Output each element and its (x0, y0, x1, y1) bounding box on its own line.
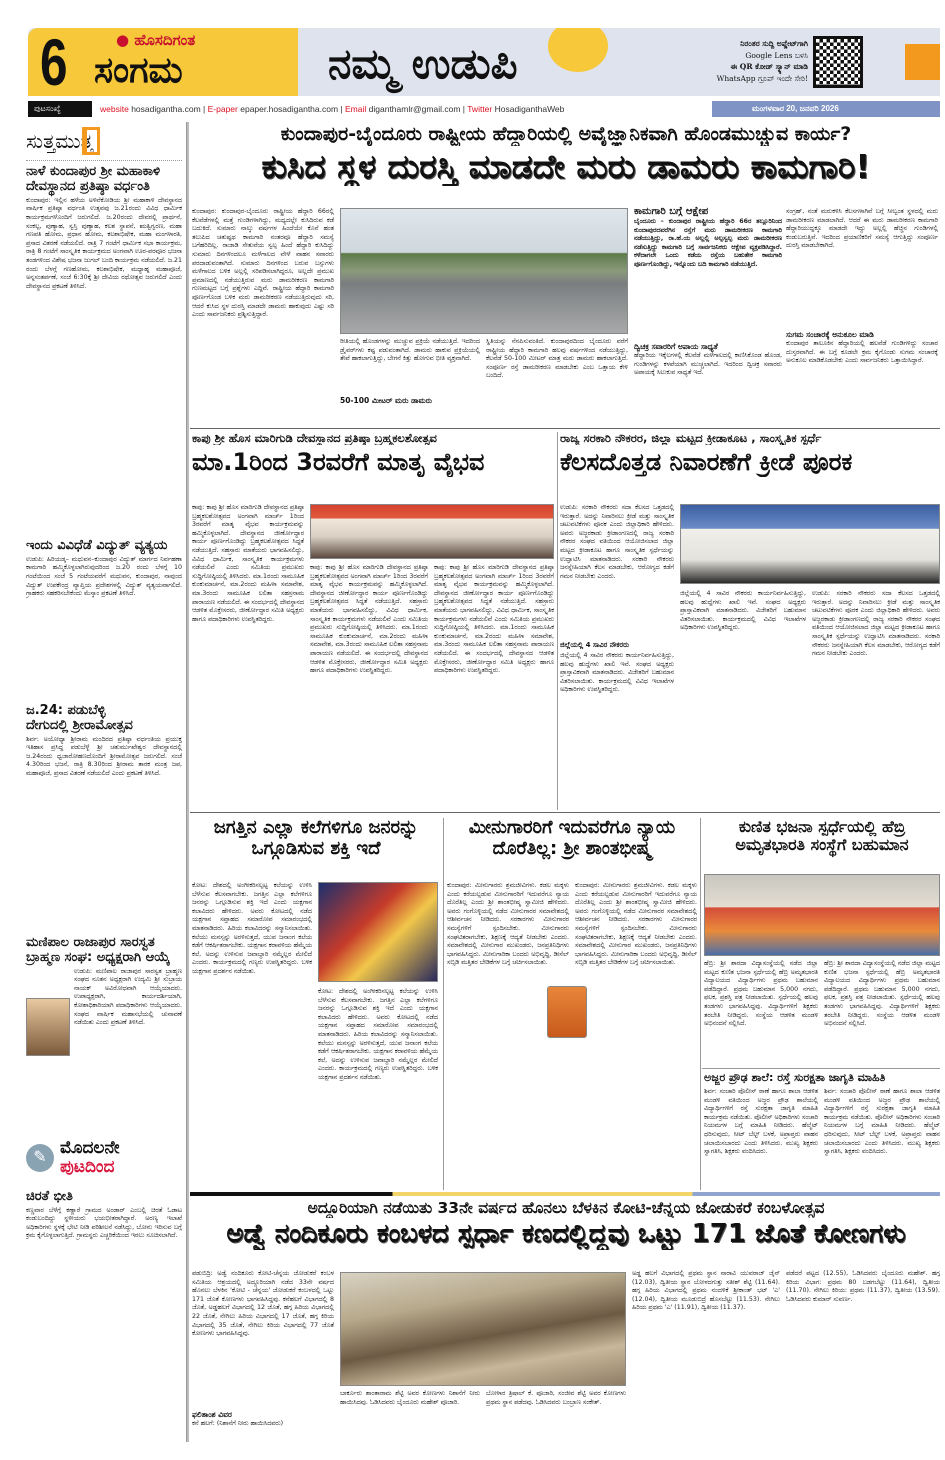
sports-subhead: ಜಿಲ್ಲೆಯಲ್ಲಿ 4 ಸಾವಿರ ನೌಕರರು (560, 641, 630, 649)
date-bar: ಮಂಗಳವಾರ 20, ಜನವರಿ 2026 (712, 101, 940, 117)
left-headline-5: ಚಿರತೆ ಭೀತಿ (26, 1188, 73, 1204)
divider (190, 812, 940, 813)
lead-col3: ಸ್ಥಿತಿಯನ್ನು ನೆನಪಿಸುವಂತಿದೆ. ಕುಂದಾಪುರದಿಂದ ಬೈಂದೂರು ವರೆಗೆ ರಾಷ್ಟ್ರೀಯ ಹೆದ್ದಾರಿ ಕಾಮಗಾರಿ ಹಲವು ವರ್ಷಗಳಿಂದ ನಡೆಯುತ್ತಿದ್ದು, ಕೆಲವೆಡೆ 50-100 ಮೀಟರ್ ಮಾತ್ರ ಮರು ಡಾಮರು ಹಾಕಲಾಗುತ್ತಿದೆ. ಸಂಪೂರ್ಣ ರಸ್ತೆ ಡಾಮರೀಕರಣ ಮಾಡಬೇಕು ಎಂಬ ಒತ್ತಾಯ ಕೇಳಿ ಬಂದಿದೆ. (486, 338, 628, 380)
yakshagana-photo (318, 882, 438, 982)
qr-caption-line: ನಿರಂತರ ಸುದ್ದಿ ಅಪ್ಡೇಟ್‌ಗಾಗಿ (740, 39, 808, 48)
lead-subhead-3: ಸುಗಮ ಸಂಚಾರಕ್ಕೆ ಅನುಕೂಲ ಮಾಡಿ (786, 330, 874, 339)
sports-body-col2: ಜಿಲ್ಲೆಯಲ್ಲಿ 4 ಸಾವಿರ ನೌಕರರು ಕಾರ್ಯನಿರ್ವಹಿಸುತ್ತಿದ್ದು, ಹಲವು ಹುದ್ದೆಗಳು ಖಾಲಿ ಇವೆ. ಸಂಘದ ಅಧ್ಯಕ್ಷರು ಪ್ರಾಸ್ತಾವಿಕವಾಗಿ ಮಾತನಾಡಿದರು. ವಿಜೇತರಿಗೆ ಬಹುಮಾನ ವಿತರಿಸಲಾಯಿತು. ಕಾರ್ಯಕ್ರಮದಲ್ಲಿ ವಿವಿಧ ಇಲಾಖೆಗಳ ಅಧಿಕಾರಿಗಳು ಉಪಸ್ಥಿತರಿದ್ದರು. (680, 590, 806, 632)
divider (443, 818, 444, 1190)
highway-photo (340, 208, 628, 334)
kambala-caption-2: ಬೋಳಾರ ತ್ರಿಷಾಲ್ ಕೆ. ಪೂಜಾರಿ, ಸಂಜೀವ ಶೆಟ್ಟಿ ಅವರ ಕೋಣಗಳು ಪ್ರಥಮ ಸ್ಥಾನ ಪಡೆದವು. ಓಡಿಸಿದವರು ಬಂಬ್ರಾಣ ಸಂಕೇತ್. (486, 1390, 626, 1406)
ajjar-story (704, 1072, 940, 1190)
divider (190, 428, 940, 429)
bhajana-body-col2: ಹೆಬ್ರಿ: ಶ್ರೀ ಶಾರದಾ ವಿದ್ಯಾಸಂಸ್ಥೆಯಲ್ಲಿ ನಡೆದ ಜಿಲ್ಲಾ ಮಟ್ಟದ ಕುಣಿತ ಭಜನಾ ಸ್ಪರ್ಧೆಯಲ್ಲಿ ಹೆಬ್ರಿ ಅಮೃತಭಾರತಿ ವಿದ್ಯಾಲಯದ ವಿದ್ಯಾರ್ಥಿಗಳು ಪ್ರಥಮ ಬಹುಮಾನ ಪಡೆದಿದ್ದಾರೆ. ಪ್ರಥಮ ಬಹುಮಾನ 5,000 ನಗದು, ಫಲಕ, ಪ್ರಶಸ್ತಿ ಪತ್ರ ನೀಡಲಾಯಿತು. ಸ್ಪರ್ಧೆಯಲ್ಲಿ ಹಲವು ತಂಡಗಳು ಭಾಗವಹಿಸಿದ್ದವು. ವಿದ್ಯಾರ್ಥಿಗಳಿಗೆ ಶಿಕ್ಷಕರು ತರಬೇತಿ ನೀಡಿದ್ದರು. ಸಂಸ್ಥೆಯ ಆಡಳಿತ ಮಂಡಳಿ ಅಭಿನಂದನೆ ಸಲ್ಲಿಸಿದೆ. (824, 960, 940, 1028)
from-front-page-banner (26, 1136, 182, 1180)
from-front-line2: ಪುಟದಿಂದ (60, 1156, 115, 1177)
kambala-kicker: ಅದ್ದೂರಿಯಾಗಿ ನಡೆಯಿತು 33ನೇ ವರ್ಷದ ಹೊನಲು ಬೆಳಕಿನ ಕೋಟಿ-ಚೆನ್ನಯ ಜೋಡುಕರೆ ಕಂಬಳೋತ್ಸವ (307, 1200, 825, 1217)
column-divider (186, 122, 189, 1442)
sports-body-2: ಜಿಲ್ಲೆಯಲ್ಲಿ 4 ಸಾವಿರ ನೌಕರರು ಕಾರ್ಯನಿರ್ವಹಿಸುತ್ತಿದ್ದು, ಹಲವು ಹುದ್ದೆಗಳು ಖಾಲಿ ಇವೆ. ಸಂಘದ ಅಧ್ಯಕ್ಷರು ಪ್ರಾಸ್ತಾವಿಕವಾಗಿ ಮಾತನಾಡಿದರು. ವಿಜೇತರಿಗೆ ಬಹುಮಾನ ವಿತರಿಸಲಾಯಿತು. ಕಾರ್ಯಕ್ರಮದಲ್ಲಿ ವಿವಿಧ ಇಲಾಖೆಗಳ ಅಧಿಕಾರಿಗಳು ಉಪಸ್ಥಿತರಿದ್ದರು. (560, 652, 674, 694)
sun-graphic (548, 28, 608, 72)
bhajana-team-photo (704, 874, 940, 956)
left-headline-2: ಇಂದು ವಿವಿಧೆಡೆ ವಿದ್ಯುತ್ ವ್ಯತ್ಯಯ (26, 537, 168, 553)
sports-headline: ಕೆಲಸದೊತ್ತಡ ನಿವಾರಣೆಗೆ ಕ್ರೀಡೆ ಪೂರಕ (560, 449, 853, 477)
lead-subhead-2: ದ್ವಿಚಕ್ರ ಸವಾರರಿಗೆ ಅಪಾಯ ಸಾಧ್ಯತೆ (634, 342, 718, 351)
qr-caption-line: WhatsApp ಗ್ರೂಪ್ ಇಂದೇ ಸೇರಿ! (716, 73, 808, 83)
art-story (192, 818, 440, 1190)
lead-subhead-1: 50-100 ಮೀಟರ್ ಮರು ಡಾಮರು (340, 396, 433, 405)
kapu-body-col3: ಕಾಪು: ಕಾಪು ಶ್ರೀ ಹೊಸ ಮಾರಿಗುಡಿ ದೇವಸ್ಥಾನದ ಪ್ರತಿಷ್ಠಾ ಬ್ರಹ್ಮಕಲಶೋತ್ಸವದ ಅಂಗವಾಗಿ ಮಾರ್ಚ್ 1ರಿಂದ 3ರವರೆಗೆ ಮಾತೃ ವೈಭವ ಕಾರ್ಯಕ್ರಮವನ್ನು ಹಮ್ಮಿಕೊಳ್ಳಲಾಗಿದೆ. ದೇವಸ್ಥಾನದ ಜೀರ್ಣೋದ್ಧಾರ ಕಾರ್ಯ ಪೂರ್ಣಗೊಂಡಿದ್ದು ಬ್ರಹ್ಮಕಲಶೋತ್ಸವದ ಸಿದ್ಧತೆ ನಡೆಯುತ್ತಿದೆ. ಸಹಸ್ರಾರು ಮಾತೆಯರು ಭಾಗವಹಿಸಲಿದ್ದು, ವಿವಿಧ ಧಾರ್ಮಿಕ, ಸಾಂಸ್ಕೃತಿಕ ಕಾರ್ಯಕ್ರಮಗಳು ನಡೆಯಲಿವೆ ಎಂದು ಸಮಿತಿಯ ಪ್ರಮುಖರು ಸುದ್ದಿಗೋಷ್ಠಿಯಲ್ಲಿ ತಿಳಿಸಿದರು. ಮಾ.1ರಂದು ಸಾಮೂಹಿಕ ಕುಂಕುಮಾರ್ಚನೆ, ಮಾ.2ರಂದು ಮಹಿಳಾ ಸಮಾವೇಶ, ಮಾ.3ರಂದು ಸಾಮೂಹಿಕ ಲಲಿತಾ ಸಹಸ್ರನಾಮ ಪಾರಾಯಣ ನಡೆಯಲಿದೆ. ಈ ಸಂದರ್ಭದಲ್ಲಿ ದೇವಸ್ಥಾನದ ಆಡಳಿತ ಮೊಕ್ತೇಸರರು, ಜೀರ್ಣೋದ್ಧಾರ ಸಮಿತಿ ಅಧ್ಯಕ್ಷರು ಹಾಗೂ ಪದಾಧಿಕಾರಿಗಳು ಉಪಸ್ಥಿತರಿದ್ದರು. (434, 564, 554, 675)
left-column (26, 125, 182, 1307)
kapu-press-photo (310, 504, 554, 559)
lead-story (192, 124, 940, 424)
email-label: Email (345, 104, 367, 114)
qr-caption-line: Google Lens ಬಳಸಿ (745, 50, 808, 60)
left-body-4: ಉಡುಪಿ: ಮಣಿಪಾಲ ರಾಜಾಪುರ ಸಾರಸ್ವತ ಬ್ರಾಹ್ಮಣ ಸಂಘದ ನೂತನ ಅಧ್ಯಕ್ಷರಾಗಿ ಉದ್ಯಮಿ ಶ್ರೀ ಸುಬ್ರಾಯ ನಾಯಕ್ ಅವಿರೋಧವಾಗಿ ಆಯ್ಕೆಯಾದರು. ಉಪಾಧ್ಯಕ್ಷರಾಗಿ, ಕಾರ್ಯದರ್ಶಿಯಾಗಿ, ಕೋಶಾಧಿಕಾರಿಯಾಗಿ ಪದಾಧಿಕಾರಿಗಳು ಆಯ್ಕೆಯಾದರು. ಸಂಘದ ವಾರ್ಷಿಕ ಮಹಾಸಭೆಯಲ್ಲಿ ಚುನಾವಣೆ ನಡೆಯಿತು ಎಂದು ಪ್ರಕಟಣೆ ತಿಳಿಸಿದೆ. (74, 967, 182, 1027)
objection-box (634, 206, 782, 324)
ajjar-headline: ಅಜ್ಜರ ಪ್ರೌಢ ಶಾಲೆ: ರಸ್ತೆ ಸುರಕ್ಷತಾ ಜಾಗೃತಿ ಮಾಹಿತಿ (704, 1072, 886, 1084)
kambala-headline: ಅಡ್ವೆ ನಂದಿಕೂರು ಕಂಬಳದ ಸ್ಪರ್ಧಾ ಕಣದಲ್ಲಿದ್ದವು ಒಟ್ಟು 171 ಜೊತೆ ಕೋಣಗಳು (226, 1219, 906, 1249)
divider (700, 818, 701, 1190)
ajjar-body-col1: ಶಿರ್ವ: ಸಂಚಾರಿ ಪೊಲೀಸ್ ಠಾಣೆ ಹಾಗೂ ಶಾಲಾ ಆಡಳಿತ ಮಂಡಳಿ ವತಿಯಿಂದ ಅಜ್ಜರ ಪ್ರೌಢ ಶಾಲೆಯಲ್ಲಿ ವಿದ್ಯಾರ್ಥಿಗಳಿಗೆ ರಸ್ತೆ ಸುರಕ್ಷತಾ ಜಾಗೃತಿ ಮಾಹಿತಿ ಕಾರ್ಯಕ್ರಮ ನಡೆಯಿತು. ಪೊಲೀಸ್ ಅಧಿಕಾರಿಗಳು ಸಂಚಾರಿ ನಿಯಮಗಳ ಬಗ್ಗೆ ಮಾಹಿತಿ ನೀಡಿದರು. ಹೆಲ್ಮೆಟ್ ಧರಿಸುವುದು, ಸೀಟ್ ಬೆಲ್ಟ್ ಬಳಕೆ, ಅಪ್ರಾಪ್ತರು ವಾಹನ ಚಲಾಯಿಸಬಾರದು ಎಂದು ತಿಳಿಸಿದರು. ಮುಖ್ಯ ಶಿಕ್ಷಕರು ಸ್ವಾಗತಿಸಿ, ಶಿಕ್ಷಕರು ವಂದಿಸಿದರು. (704, 1088, 818, 1156)
kambala-caption-1: ಬಾರ್ಕೂರು ಶಾಂತಾರಾಮ ಶೆಟ್ಟಿ ಅವರ ಕೋಣಗಳು ನಿಶಾನೆಗೆ ನೀರು ಹಾಯಿಸಿದವು. ಓಡಿಸಿದವರು ಬೈಂದೂರು ಮಹೇಶ್ ಪೂಜಾರಿ. (340, 1390, 480, 1406)
kapu-kicker: ಕಾಪು ಶ್ರೀ ಹೊಸ ಮಾರಿಗುಡಿ ದೇವಸ್ಥಾನದ ಪ್ರತಿಷ್ಠಾ ಬ್ರಹ್ಮಕಲಶೋತ್ಸವ (192, 432, 437, 445)
objection-title: ಕಾಮಗಾರಿ ಬಗ್ಗೆ ಆಕ್ಷೇಪ (634, 206, 709, 217)
info-bar (28, 101, 940, 117)
fisherman-body-col1: ಕುಂದಾಪುರ: ಮೀನುಗಾರರು ಶ್ರಮಜೀವಿಗಳು. ಕಡಲ ಮಕ್ಕಳು ಎಂದು ಕರೆಯಲ್ಪಡುವ ಮೀನುಗಾರರಿಗೆ ಇದುವರೆಗೂ ನ್ಯಾಯ ದೊರೆತಿಲ್ಲ ಎಂದು ಶ್ರೀ ಶಾಂತಭೀಷ್ಮ ಸ್ವಾಮೀಜಿ ಹೇಳಿದರು. ಅವರು ಗಂಗೊಳ್ಳಿಯಲ್ಲಿ ನಡೆದ ಮೀನುಗಾರರ ಸಮಾವೇಶದಲ್ಲಿ ಆಶೀರ್ವಚನ ನೀಡಿದರು. ಸರಕಾರಗಳು ಮೀನುಗಾರರ ಸಮಸ್ಯೆಗಳಿಗೆ ಸ್ಪಂದಿಸಬೇಕು. ಮೀನುಗಾರರು ಸಂಘಟಿತರಾಗಬೇಕು, ಶಿಕ್ಷಣಕ್ಕೆ ಆದ್ಯತೆ ನೀಡಬೇಕು ಎಂದರು. ಸಮಾವೇಶದಲ್ಲಿ ಮೀನುಗಾರ ಮುಖಂಡರು, ಜನಪ್ರತಿನಿಧಿಗಳು ಭಾಗವಹಿಸಿದ್ದರು. ಮೀನುಗಾರಿಕಾ ಬಂದರು ಅಭಿವೃದ್ಧಿ, ಡೀಸೆಲ್ ಸಬ್ಸಿಡಿ ಮತ್ತಿತರ ಬೇಡಿಕೆಗಳ ಬಗ್ಗೆ ಚರ್ಚಿಸಲಾಯಿತು. (447, 882, 569, 967)
qr-code[interactable] (813, 36, 863, 88)
kambala-race-photo (340, 1272, 626, 1386)
fisherman-story (447, 818, 697, 1190)
kambala-subhead: ಫಲಿತಾಂಶ ವಿವರ (192, 1410, 232, 1419)
left-body-1: ಕುಂದಾಪುರ: ಇಲ್ಲಿನ ಹಳೆಯ ಅಳಿವೆಕೋಡಿಯ ಶ್ರೀ ಮಹಾಕಾಳಿ ದೇವಸ್ಥಾನದ ವಾರ್ಷಿಕ ಪ್ರತಿಷ್ಠಾ ವರ್ಧಂತಿ ಉತ್ಸವವು ಜ.21ರಂದು ವಿವಿಧ ಧಾರ್ಮಿಕ ಕಾರ್ಯಕ್ರಮಗಳೊಂದಿಗೆ ಜರುಗಲಿದೆ. ಜ.20ರಂದು ದೇವರಲ್ಲಿ ಪ್ರಾರ್ಥನೆ, ಸಂಕಲ್ಪ, ಪುಣ್ಯಾಹ, ಸ್ವಸ್ತಿ ಪುಣ್ಯಾಹ, ಕಲಶ ಸ್ಥಾಪನೆ, ಋತ್ವಿಗ್ವರಣ, ಮಹಾ ಗಣಪತಿ ಹೋಮ, ಪ್ರಧಾನ ಹೋಮ, ಕಲಶಾಭಿಷೇಕ, ಮಹಾ ಮಂಗಳಾರತಿ, ಪ್ರಸಾದ ವಿತರಣೆ ನಡೆಯಲಿದೆ. ರಾತ್ರಿ 7 ಗಂಟೆಗೆ ಧಾರ್ಮಿಕ ಸಭಾ ಕಾರ್ಯಕ್ರಮ, ರಾತ್ರಿ 8 ಗಂಟೆಗೆ ಸಾಂಸ್ಕೃತಿಕ ಕಾರ್ಯಕ್ರಮದ ಅಂಗವಾಗಿ ಊರ-ಪರವೂರ ಭಜನಾ ತಂಡಗಳಿಂದ ವಿಶೇಷ ಭಜನಾ ಜುಗಲ್ ಬಂದಿ ಕಾರ್ಯಕ್ರಮ ನಡೆಯಲಿದೆ. ಜ.21 ರಂದು ಬೆಳಗ್ಗೆ ಗಣಹೋಮ, ಕಲಶಾಭಿಷೇಕ, ಮಧ್ಯಾಹ್ನ ಮಹಾಪೂಜೆ, ಅನ್ನಸಂತರ್ಪಣೆ, ಸಂಜೆ 6:30ಕ್ಕೆ ಶ್ರೀ ದೇವಿಯ ರಥೋತ್ಸವ ಜರುಗಲಿದೆ ಎಂದು ದೇವಸ್ಥಾನದ ಪ್ರಕಟಣೆ ತಿಳಿಸಿದೆ. (26, 196, 182, 290)
left-body-5: ಕಣ್ಣವಾರ ಬೆಳೆಗ್ಗೆ ಕಣ್ಣಾರೆ ಗ್ರಾಮದ ಅಂಡಾರ್ ಎಂಬಲ್ಲಿ ಚಿರತೆ ಓಡಾಟ ಕಂಡುಬಂದಿದ್ದು ಸ್ಥಳೀಯರು ಭಯಭೀತರಾಗಿದ್ದಾರೆ. ಅರಣ್ಯ ಇಲಾಖೆ ಅಧಿಕಾರಿಗಳು ಸ್ಥಳಕ್ಕೆ ಭೇಟಿ ನೀಡಿ ಪರಿಶೀಲನೆ ನಡೆಸಿದ್ದು, ಬೋನು ಇರಿಸುವ ಬಗ್ಗೆ ಕ್ರಮ ಕೈಗೊಳ್ಳಲಾಗುತ್ತಿದೆ. ಗ್ರಾಮಸ್ಥರು ಎಚ್ಚರಿಕೆಯಿಂದ ಇರಲು ಸೂಚಿಸಲಾಗಿದೆ. (26, 1206, 182, 1240)
lead-col1: ಕುಂದಾಪುರ: ಕುಂದಾಪುರ-ಬೈಂದೂರು ರಾಷ್ಟ್ರೀಯ ಹೆದ್ದಾರಿ 66ರಲ್ಲಿ ಕೆಲವೆಡೆಗಳಲ್ಲಿ ಮತ್ತೆ ಗುಂಡಿಗಳಾಗಿದ್ದು, ಮಧ್ಯದಲ್ಲೇ ಕುಸಿದಿರುವ ಕಡೆ ಬದುಕಿದೆ. ಸುಮಾರು ನಾಲ್ಕು ವರ್ಷಗಳ ಹಿಂದೆಯೇ ಕೊನೆ ಹಂತ ತಲುಪಿದ ಚತುಷ್ಪಥ ಕಾಮಗಾರಿ ನಂತರವೂ ಹೆದ್ದಾರಿ ಸಮಸ್ಯೆ ಬಗೆಹರಿದಿಲ್ಲ. ರಾಜಾಡಿ ಸೇತುವೆಯ ಸ್ವಲ್ಪ ಹಿಂದೆ ಹೆದ್ದಾರಿ ಕುಸಿದಿದ್ದು ಸುಮಾರು ದಿನಗಳಿಂದಲೂ ಮಳೆಗಾಲದ ವೇಳೆ ವಾಹನ ಸವಾರರು ಪರದಾಡುವಂತಾಗಿದೆ. ಸುಮಾರು ದಿನಗಳಿಂದ ಬರುವ ಬಸ್ಸುಗಳು ಮಳೆಗಾಲದ ಬಳಿಕ ಅಲ್ಲಲ್ಲಿ ಸರಿಪಡಿಸಲಾಗಿದ್ದರೂ, ಅಲ್ಲದೇ ಪ್ರಮುಖ ಪ್ರಮಾಣದಲ್ಲಿ ನಡೆಯುತ್ತಿರುವ ಮರು ಡಾಮರೀಕರಣ ಕಾಮಗಾರಿ ಗುಣಮಟ್ಟದ ಬಗ್ಗೆ ಪ್ರಶ್ನೆಗಳು ಎದ್ದಿವೆ. ರಾಷ್ಟ್ರೀಯ ಹೆದ್ದಾರಿ ಕಾಮಗಾರಿ ಪೂರ್ಣಗೊಂಡ ಬಳಿಕ ಮರು ಡಾಮರೀಕರಣ ನಡೆಯುತ್ತಿರುವುದು ಸರಿ, ಆದರೆ ಕುಸಿದ ಸ್ಥಳ ದುರಸ್ತಿ ಮಾಡದೇ ಡಾಮರು ಹಾಕುವುದು ಎಷ್ಟು ಸರಿ ಎಂದು ಸಾರ್ವಜನಿಕರು ಪ್ರಶ್ನಿಸುತ್ತಿದ್ದಾರೆ. (192, 208, 334, 319)
fisherman-body-col2: ಕುಂದಾಪುರ: ಮೀನುಗಾರರು ಶ್ರಮಜೀವಿಗಳು. ಕಡಲ ಮಕ್ಕಳು ಎಂದು ಕರೆಯಲ್ಪಡುವ ಮೀನುಗಾರರಿಗೆ ಇದುವರೆಗೂ ನ್ಯಾಯ ದೊರೆತಿಲ್ಲ ಎಂದು ಶ್ರೀ ಶಾಂತಭೀಷ್ಮ ಸ್ವಾಮೀಜಿ ಹೇಳಿದರು. ಅವರು ಗಂಗೊಳ್ಳಿಯಲ್ಲಿ ನಡೆದ ಮೀನುಗಾರರ ಸಮಾವೇಶದಲ್ಲಿ ಆಶೀರ್ವಚನ ನೀಡಿದರು. ಸರಕಾರಗಳು ಮೀನುಗಾರರ ಸಮಸ್ಯೆಗಳಿಗೆ ಸ್ಪಂದಿಸಬೇಕು. ಮೀನುಗಾರರು ಸಂಘಟಿತರಾಗಬೇಕು, ಶಿಕ್ಷಣಕ್ಕೆ ಆದ್ಯತೆ ನೀಡಬೇಕು ಎಂದರು. ಸಮಾವೇಶದಲ್ಲಿ ಮೀನುಗಾರ ಮುಖಂಡರು, ಜನಪ್ರತಿನಿಧಿಗಳು ಭಾಗವಹಿಸಿದ್ದರು. ಮೀನುಗಾರಿಕಾ ಬಂದರು ಅಭಿವೃದ್ಧಿ, ಡೀಸೆಲ್ ಸಬ್ಸಿಡಿ ಮತ್ತಿತರ ಬೇಡಿಕೆಗಳ ಬಗ್ಗೆ ಚರ್ಚಿಸಲಾಯಿತು. (575, 882, 697, 967)
kambala-story (192, 1200, 940, 1440)
pencil-icon: ✎ (26, 1144, 54, 1172)
art-headline: ಜಗತ್ತಿನ ಎಲ್ಲಾ ಕಲೆಗಳಿಗೂ ಜನರನ್ನು ಒಗ್ಗೂಡಿಸುವ ಶಕ್ತಿ ಇದೆ (213, 817, 419, 859)
color-band (190, 1192, 940, 1196)
sports-body-col3: ಉಡುಪಿ: ಸರಕಾರಿ ನೌಕರರು ಸದಾ ಕೆಲಸದ ಒತ್ತಡದಲ್ಲಿ ಇರುತ್ತಾರೆ. ಅದನ್ನು ನಿವಾರಿಸಲು ಕ್ರೀಡೆ ಮತ್ತು ಸಾಂಸ್ಕೃತಿಕ ಚಟುವಟಿಕೆಗಳು ಪೂರಕ ಎಂದು ಜಿಲ್ಲಾಧಿಕಾರಿ ಹೇಳಿದರು. ಅವರು ಅಜ್ಜರಕಾಡು ಕ್ರೀಡಾಂಗಣದಲ್ಲಿ ರಾಜ್ಯ ಸರಕಾರಿ ನೌಕರರ ಸಂಘದ ವತಿಯಿಂದ ಆಯೋಜಿಸಲಾದ ಜಿಲ್ಲಾ ಮಟ್ಟದ ಕ್ರೀಡಾಕೂಟ ಹಾಗೂ ಸಾಂಸ್ಕೃತಿಕ ಸ್ಪರ್ಧೆಯನ್ನು ಉದ್ಘಾಟಿಸಿ ಮಾತನಾಡಿದರು. ಸರಕಾರಿ ನೌಕರರು ಜನಸ್ನೇಹಿಯಾಗಿ ಕೆಲಸ ಮಾಡಬೇಕು, ಆರೋಗ್ಯದ ಕಡೆಗೆ ಗಮನ ನೀಡಬೇಕು ಎಂದರು. (812, 590, 940, 658)
sports-story (560, 432, 940, 810)
left-body-2: ಉಡುಪಿ: ಹಿರಿಯಡ್ಕ– ಮಧುವನ–ಕುಂದಾಪುರ ವಿದ್ಯುತ್ ಮಾರ್ಗದ ನಿರ್ವಹಣಾ ಕಾಮಗಾರಿ ಹಮ್ಮಿಕೊಳ್ಳಲಾಗಿರುವುದರಿಂದ ಜ.20 ರಂದು ಬೆಳಗ್ಗೆ 10 ಗಂಟೆಯಿಂದ ಸಂಜೆ 5 ಗಂಟೆಯವರೆಗೆ ಮಧುವನ, ಕುಂದಾಪುರ, ನಾವುಂದ ವಿದ್ಯುತ್ ಉಪಕೇಂದ್ರ ವ್ಯಾಪ್ತಿಯ ಪ್ರದೇಶಗಳಲ್ಲಿ ವಿದ್ಯುತ್ ವ್ಯತ್ಯಯವಾಗಲಿದೆ. ಗ್ರಾಹಕರು ಸಹಕರಿಸಬೇಕೆಂದು ಮೆಸ್ಕಾಂ ಪ್ರಕಟಣೆ ತಿಳಿಸಿದೆ. (26, 555, 182, 598)
kambala-col1b: ಕನೆ ಹಲಗೆ: (ನಿಶಾನೆಗೆ ನೀರು ಹಾಯಿಸಿದವರು) (192, 1420, 284, 1427)
website-link[interactable]: hosadigantha.com (131, 104, 201, 114)
kapu-body-col2: ಕಾಪು: ಕಾಪು ಶ್ರೀ ಹೊಸ ಮಾರಿಗುಡಿ ದೇವಸ್ಥಾನದ ಪ್ರತಿಷ್ಠಾ ಬ್ರಹ್ಮಕಲಶೋತ್ಸವದ ಅಂಗವಾಗಿ ಮಾರ್ಚ್ 1ರಿಂದ 3ರವರೆಗೆ ಮಾತೃ ವೈಭವ ಕಾರ್ಯಕ್ರಮವನ್ನು ಹಮ್ಮಿಕೊಳ್ಳಲಾಗಿದೆ. ದೇವಸ್ಥಾನದ ಜೀರ್ಣೋದ್ಧಾರ ಕಾರ್ಯ ಪೂರ್ಣಗೊಂಡಿದ್ದು ಬ್ರಹ್ಮಕಲಶೋತ್ಸವದ ಸಿದ್ಧತೆ ನಡೆಯುತ್ತಿದೆ. ಸಹಸ್ರಾರು ಮಾತೆಯರು ಭಾಗವಹಿಸಲಿದ್ದು, ವಿವಿಧ ಧಾರ್ಮಿಕ, ಸಾಂಸ್ಕೃತಿಕ ಕಾರ್ಯಕ್ರಮಗಳು ನಡೆಯಲಿವೆ ಎಂದು ಸಮಿತಿಯ ಪ್ರಮುಖರು ಸುದ್ದಿಗೋಷ್ಠಿಯಲ್ಲಿ ತಿಳಿಸಿದರು. ಮಾ.1ರಂದು ಸಾಮೂಹಿಕ ಕುಂಕುಮಾರ್ಚನೆ, ಮಾ.2ರಂದು ಮಹಿಳಾ ಸಮಾವೇಶ, ಮಾ.3ರಂದು ಸಾಮೂಹಿಕ ಲಲಿತಾ ಸಹಸ್ರನಾಮ ಪಾರಾಯಣ ನಡೆಯಲಿದೆ. ಈ ಸಂದರ್ಭದಲ್ಲಿ ದೇವಸ್ಥಾನದ ಆಡಳಿತ ಮೊಕ್ತೇಸರರು, ಜೀರ್ಣೋದ್ಧಾರ ಸಮಿತಿ ಅಧ್ಯಕ್ಷರು ಹಾಗೂ ಪದಾಧಿಕಾರಿಗಳು ಉಪಸ್ಥಿತರಿದ್ದರು. (310, 564, 428, 675)
left-headline-1: ನಾಳೆ ಕುಂದಾಪುರ ಶ್ರೀ ಮಹಾಕಾಳಿ ದೇವಸ್ಥಾನದ ಪ್ರತಿಷ್ಠಾ ವರ್ಧಂತಿ (26, 164, 161, 194)
kapu-story (192, 432, 554, 810)
objection-body: ಬೈಂದೂರು – ಕುಂದಾಪುರ ರಾಷ್ಟ್ರೀಯ ಹೆದ್ದಾರಿ 66ರ ತಲ್ಲೂರಿನಿಂದ ಕುಂದಾಪುರದವರೆಗಿನ ರಸ್ತೆಗೆ ಮರು ಡಾಮರೀಕರಣ ಕಾಮಗಾರಿ ನಡೆಯುತ್ತಿದ್ದು, ರಾ.ಹೆ.ಯ ಅಲ್ಲಲ್ಲಿ ಅಲ್ಪಸ್ವಲ್ಪ ಮರು ಡಾಮರೀಕರಣ ನಡೆಸುತ್ತಿದ್ದು ಕಾಮಗಾರಿ ಬಗ್ಗೆ ಸಾರ್ವಜನಿಕರು ಆಕ್ಷೇಪ ವ್ಯಕ್ತಪಡಿಸಿದ್ದಾರೆ. ಕಳೆದಾಗಲೇ ಒಂದು ಕಡೆಯ ರಸ್ತೆಯ ಬಹುತೇಕ ಕಾಮಗಾರಿ ಪೂರ್ಣಗೊಂಡಿದ್ದು, ಇನ್ನೊಂದು ಬದಿ ಕಾಮಗಾರಿ ನಡೆಯುತ್ತಿದೆ. (634, 218, 782, 268)
left-headline-3: ಜ.24: ಪಡುಬೆಳ್ಳಿ ದೇಗುದಲ್ಲಿ ಶ್ರೀರಾಮೋತ್ಸವ (26, 702, 133, 733)
email-link[interactable]: diganthamlr@gmail.com (368, 104, 461, 114)
from-front-line1: ಮೊದಲನೇ (60, 1137, 120, 1158)
lead-col5: ಸಂಗ್ರಹ್, ನಂತೆ ಮರುಕಳಿಸಿ ಕೆಲಸಗಳಾಗಿವೆ ಬಗ್ಗೆ ಸೀಲ್ವಂತ ಸ್ಥಳದಲ್ಲಿ ಮರು ಡಾಮರೀಕರಣ ಮಾಡಲಾಗಿದೆ. ಆದರೆ ಈ ಮರು ಡಾಮರೀಕರಣ ಕಾಮಗಾರಿ ಹೆದ್ದಾರಿಯುದ್ದಕ್ಕೂ ಮಾಡದೇ ಇದ್ದು ಅಲ್ಲಲ್ಲಿ ಹೆಚ್ಚಿನ ಗುಂಡಿಗಳಲ್ಲಿ ಕಂಡುಬರುತ್ತಿವೆ. ಇದರಿಂದ ಪ್ರಯಾಣಿಕರಿಗೆ ಸಮಸ್ಯೆ ಆಗುತ್ತಿದ್ದು ಸಂಪೂರ್ಣ ದುರಸ್ತಿ ಮಾಡಬೇಕಾಗಿದೆ. (786, 208, 938, 250)
kambala-col3: ಅಡ್ಡ ಹಲಗೆ ವಿಭಾಗದಲ್ಲಿ ಪ್ರಥಮ ಸ್ಥಾನ ನಾರಾವಿ ಯುವರಾಜ್ ಜೈನ್ (12.03), ದ್ವಿತೀಯ ಸ್ಥಾನ ಬೋಳದಗುತ್ತು ಸತೀಶ್ ಶೆಟ್ಟಿ (11.64). ಹಗ್ಗ ಹಿರಿಯ ವಿಭಾಗದಲ್ಲಿ ಪ್ರಥಮ ನಂದಳಿಕೆ ಶ್ರೀಕಾಂತ್ ಭಟ್ 'ಎ' (12.04), ದ್ವಿತೀಯ ಮೂಡುಬಿದ್ರೆ ಹೊಸಬೆಟ್ಟು (11.53). ನೇಗಿಲು ಹಿರಿಯ ಪ್ರಥಮ 'ಎ' (11.91), ದ್ವಿತೀಯ (11.37). (632, 1270, 780, 1312)
epaper-label: E-paper (207, 104, 238, 114)
ajjar-body-col2: ಶಿರ್ವ: ಸಂಚಾರಿ ಪೊಲೀಸ್ ಠಾಣೆ ಹಾಗೂ ಶಾಲಾ ಆಡಳಿತ ಮಂಡಳಿ ವತಿಯಿಂದ ಅಜ್ಜರ ಪ್ರೌಢ ಶಾಲೆಯಲ್ಲಿ ವಿದ್ಯಾರ್ಥಿಗಳಿಗೆ ರಸ್ತೆ ಸುರಕ್ಷತಾ ಜಾಗೃತಿ ಮಾಹಿತಿ ಕಾರ್ಯಕ್ರಮ ನಡೆಯಿತು. ಪೊಲೀಸ್ ಅಧಿಕಾರಿಗಳು ಸಂಚಾರಿ ನಿಯಮಗಳ ಬಗ್ಗೆ ಮಾಹಿತಿ ನೀಡಿದರು. ಹೆಲ್ಮೆಟ್ ಧರಿಸುವುದು, ಸೀಟ್ ಬೆಲ್ಟ್ ಬಳಕೆ, ಅಪ್ರಾಪ್ತರು ವಾಹನ ಚಲಾಯಿಸಬಾರದು ಎಂದು ತಿಳಿಸಿದರು. ಮುಖ್ಯ ಶಿಕ್ಷಕರು ಸ್ವಾಗತಿಸಿ, ಶಿಕ್ಷಕರು ವಂದಿಸಿದರು. (824, 1088, 940, 1156)
lead-col4: ಹೆದ್ದಾರಿಯ ಇಕ್ಕೆಲಗಳಲ್ಲಿ ಕೆಲವೆಡೆ ಮಳೆಗಾಲದಲ್ಲಿ ಕಾಣಿಸಿಕೊಂಡ ಹೊಂಡ, ಗುಂಡಿಗಳನ್ನು ಕಳಪೆಯಾಗಿ ಮುಚ್ಚಲಾಗಿದೆ. ಇದರಿಂದ ದ್ವಿಚಕ್ರ ಸವಾರರು ಅಪಾಯಕ್ಕೆ ಸಿಲುಕುವ ಸಾಧ್ಯತೆ ಇದೆ. (634, 352, 782, 377)
left-body-3: ಶಿರ್ವ: ಅಯೋಧ್ಯಾ ಶ್ರೀರಾಮ ಮಂದಿರದ ಪ್ರತಿಷ್ಠಾ ವರ್ಧಂತಿಯ ಪ್ರಯುಕ್ತ ಇತಿಹಾಸ ಪ್ರಸಿದ್ಧ ಪಡುಬೆಳ್ಳೆ ಶ್ರೀ ಚತುರ್ಮುಖೇಶ್ವರ ದೇವಸ್ಥಾನದಲ್ಲಿ ಜ.24ರಂದು ಧ್ವಜಾರೋಹಣದೊಂದಿಗೆ ಶ್ರೀರಾಮೋತ್ಸವ ಜರುಗಲಿದೆ. ಸಂಜೆ 4.30ರಿಂದ ಭಜನೆ, ರಾತ್ರಿ 8.30ರಿಂದ ಶ್ರೀರಾಮ ತಾರಕ ಮಂತ್ರ ಜಪ, ಮಹಾಪೂಜೆ, ಪ್ರಸಾದ ವಿತರಣೆ ನಡೆಯಲಿದೆ ಎಂದು ಪ್ರಕಟಣೆ ತಿಳಿಸಿದೆ. (26, 735, 182, 778)
orange-block (905, 44, 940, 80)
sports-kicker: ರಾಜ್ಯ ಸರಕಾರಿ ನೌಕರರ, ಜಿಲ್ಲಾ ಮಟ್ಟದ ಕ್ರೀಡಾಕೂಟ , ಸಾಂಸ್ಕೃತಿಕ ಸ್ಪರ್ಧೆ (560, 432, 822, 445)
bhajana-headline: ಕುಣಿತ ಭಜನಾ ಸ್ಪರ್ಧೆಯಲ್ಲಿ ಹೆಬ್ರಿ ಅಮೃತಭಾರತಿ ಸಂಸ್ಥೆಗೆ ಬಹುಮಾನ (735, 817, 909, 855)
fisherman-headline: ಮೀನುಗಾರರಿಗೆ ಇದುವರೆಗೂ ನ್ಯಾಯ ದೊರೆತಿಲ್ಲ: ಶ್ರೀ ಶಾಂತಭೀಷ್ಮ (468, 817, 676, 859)
kapu-body-lead: ಕಾಪು: ಕಾಪು ಶ್ರೀ ಹೊಸ ಮಾರಿಗುಡಿ ದೇವಸ್ಥಾನದ ಪ್ರತಿಷ್ಠಾ ಬ್ರಹ್ಮಕಲಶೋತ್ಸವದ ಅಂಗವಾಗಿ ಮಾರ್ಚ್ 1ರಿಂದ 3ರವರೆಗೆ ಮಾತೃ ವೈಭವ ಕಾರ್ಯಕ್ರಮವನ್ನು ಹಮ್ಮಿಕೊಳ್ಳಲಾಗಿದೆ. ದೇವಸ್ಥಾನದ ಜೀರ್ಣೋದ್ಧಾರ ಕಾರ್ಯ ಪೂರ್ಣಗೊಂಡಿದ್ದು ಬ್ರಹ್ಮಕಲಶೋತ್ಸವದ ಸಿದ್ಧತೆ ನಡೆಯುತ್ತಿದೆ. ಸಹಸ್ರಾರು ಮಾತೆಯರು ಭಾಗವಹಿಸಲಿದ್ದು, ವಿವಿಧ ಧಾರ್ಮಿಕ, ಸಾಂಸ್ಕೃತಿಕ ಕಾರ್ಯಕ್ರಮಗಳು ನಡೆಯಲಿವೆ ಎಂದು ಸಮಿತಿಯ ಪ್ರಮುಖರು ಸುದ್ದಿಗೋಷ್ಠಿಯಲ್ಲಿ ತಿಳಿಸಿದರು. ಮಾ.1ರಂದು ಸಾಮೂಹಿಕ ಕುಂಕುಮಾರ್ಚನೆ, ಮಾ.2ರಂದು ಮಹಿಳಾ ಸಮಾವೇಶ, ಮಾ.3ರಂದು ಸಾಮೂಹಿಕ ಲಲಿತಾ ಸಹಸ್ರನಾಮ ಪಾರಾಯಣ ನಡೆಯಲಿದೆ. ಈ ಸಂದರ್ಭದಲ್ಲಿ ದೇವಸ್ಥಾನದ ಆಡಳಿತ ಮೊಕ್ತೇಸರರು, ಜೀರ್ಣೋದ್ಧಾರ ಸಮಿತಿ ಅಧ್ಯಕ್ಷರು ಹಾಗೂ ಪದಾಧಿಕಾರಿಗಳು ಉಪಸ್ಥಿತರಿದ್ದರು. (192, 504, 304, 623)
window-icon (82, 127, 100, 155)
sports-event-photo (680, 504, 940, 584)
edition-title: ನಮ್ಮ ಉಡುಪಿ (328, 39, 518, 88)
divider (557, 432, 558, 810)
art-body-col1: ಕೋಟ: ದೇಶದಲ್ಲಿ ಅಂಗೀಕರಿಸಲ್ಪಟ್ಟ ಕಲೆಯನ್ನು ಉಳಿಸಿ ಬೆಳೆಸುವ ಕೆಲಸವಾಗಬೇಕು. ಜಗತ್ತಿನ ಎಲ್ಲಾ ಕಲೆಗಳಿಗೂ ಜನರನ್ನು ಒಗ್ಗೂಡಿಸುವ ಶಕ್ತಿ ಇದೆ ಎಂದು ಯಕ್ಷಗಾನ ಕಲಾವಿದರು ಹೇಳಿದರು. ಅವರು ಕೋಟದಲ್ಲಿ ನಡೆದ ಯಕ್ಷಗಾನ ಸಪ್ತಾಹದ ಸಮಾರೋಪ ಸಮಾರಂಭದಲ್ಲಿ ಮಾತನಾಡಿದರು. ಹಿರಿಯ ಕಲಾವಿದರನ್ನು ಸನ್ಮಾನಿಸಲಾಯಿತು. ಕಲೆಯು ಮನಸ್ಸನ್ನು ಅರಳಿಸುತ್ತದೆ, ಯುವ ಜನಾಂಗ ಕಲೆಯ ಕಡೆಗೆ ಆಕರ್ಷಿತರಾಗಬೇಕು. ಯಕ್ಷಗಾನ ಕರಾವಳಿಯ ಹೆಮ್ಮೆಯ ಕಲೆ, ಅದನ್ನು ಉಳಿಸುವ ಜವಾಬ್ದಾರಿ ನಮ್ಮೆಲ್ಲರ ಮೇಲಿದೆ ಎಂದರು. ಕಾರ್ಯಕ್ರಮದಲ್ಲಿ ಗಣ್ಯರು ಉಪಸ್ಥಿತರಿದ್ದರು. ಬಳಿಕ ಯಕ್ಷಗಾನ ಪ್ರದರ್ಶನ ನಡೆಯಿತು. (192, 882, 312, 975)
sports-body-lead: ಉಡುಪಿ: ಸರಕಾರಿ ನೌಕರರು ಸದಾ ಕೆಲಸದ ಒತ್ತಡದಲ್ಲಿ ಇರುತ್ತಾರೆ. ಅದನ್ನು ನಿವಾರಿಸಲು ಕ್ರೀಡೆ ಮತ್ತು ಸಾಂಸ್ಕೃತಿಕ ಚಟುವಟಿಕೆಗಳು ಪೂರಕ ಎಂದು ಜಿಲ್ಲಾಧಿಕಾರಿ ಹೇಳಿದರು. ಅವರು ಅಜ್ಜರಕಾಡು ಕ್ರೀಡಾಂಗಣದಲ್ಲಿ ರಾಜ್ಯ ಸರಕಾರಿ ನೌಕರರ ಸಂಘದ ವತಿಯಿಂದ ಆಯೋಜಿಸಲಾದ ಜಿಲ್ಲಾ ಮಟ್ಟದ ಕ್ರೀಡಾಕೂಟ ಹಾಗೂ ಸಾಂಸ್ಕೃತಿಕ ಸ್ಪರ್ಧೆಯನ್ನು ಉದ್ಘಾಟಿಸಿ ಮಾತನಾಡಿದರು. ಸರಕಾರಿ ನೌಕರರು ಜನಸ್ನೇಹಿಯಾಗಿ ಕೆಲಸ ಮಾಡಬೇಕು, ಆರೋಗ್ಯದ ಕಡೆಗೆ ಗಮನ ನೀಡಬೇಕು ಎಂದರು. (560, 504, 674, 580)
section-title-suttamutta (26, 125, 182, 161)
person-photo (26, 998, 70, 1056)
left-headline-4: ಮಣಿಪಾಲ ರಾಜಾಪುರ ಸಾರಸ್ವತ ಬ್ರಾಹ್ಮಣ ಸಂಘ: ಅಧ್ಯಕ್ಷರಾಗಿ ಆಯ್ಕೆ (26, 934, 170, 965)
art-body-col2: ಕೋಟ: ದೇಶದಲ್ಲಿ ಅಂಗೀಕರಿಸಲ್ಪಟ್ಟ ಕಲೆಯನ್ನು ಉಳಿಸಿ ಬೆಳೆಸುವ ಕೆಲಸವಾಗಬೇಕು. ಜಗತ್ತಿನ ಎಲ್ಲಾ ಕಲೆಗಳಿಗೂ ಜನರನ್ನು ಒಗ್ಗೂಡಿಸುವ ಶಕ್ತಿ ಇದೆ ಎಂದು ಯಕ್ಷಗಾನ ಕಲಾವಿದರು ಹೇಳಿದರು. ಅವರು ಕೋಟದಲ್ಲಿ ನಡೆದ ಯಕ್ಷಗಾನ ಸಪ್ತಾಹದ ಸಮಾರೋಪ ಸಮಾರಂಭದಲ್ಲಿ ಮಾತನಾಡಿದರು. ಹಿರಿಯ ಕಲಾವಿದರನ್ನು ಸನ್ಮಾನಿಸಲಾಯಿತು. ಕಲೆಯು ಮನಸ್ಸನ್ನು ಅರಳಿಸುತ್ತದೆ, ಯುವ ಜನಾಂಗ ಕಲೆಯ ಕಡೆಗೆ ಆಕರ್ಷಿತರಾಗಬೇಕು. ಯಕ್ಷಗಾನ ಕರಾವಳಿಯ ಹೆಮ್ಮೆಯ ಕಲೆ, ಅದನ್ನು ಉಳಿಸುವ ಜವಾಬ್ದಾರಿ ನಮ್ಮೆಲ್ಲರ ಮೇಲಿದೆ ಎಂದರು. ಕಾರ್ಯಕ್ರಮದಲ್ಲಿ ಗಣ್ಯರು ಉಪಸ್ಥಿತರಿದ್ದರು. ಬಳಿಕ ಯಕ್ಷಗಾನ ಪ್ರದರ್ಶನ ನಡೆಯಿತು. (318, 988, 438, 1081)
qr-caption-line: ಈ QR ಕೋಡ್ ಸ್ಕ್ಯಾನ್ ಮಾಡಿ (730, 62, 808, 71)
lead-col2: ರೀತಿಯಲ್ಲಿ ಹೊಂಡಗಳನ್ನು ಮುಚ್ಚುವ ಪ್ರಕ್ರಿಯೆ ನಡೆಯುತ್ತಿದೆ. ಇದರಿಂದ ಡ್ರೈವರ್‌ಗಳು ಕಷ್ಟ ಪಡುವಂತಾಗಿದೆ. ಡಾಮರು ಹಾಕುವ ಪ್ರಕ್ರಿಯೆಯಲ್ಲಿ ತೇಪೆ ಹಾಕಲಾಗುತ್ತಿದ್ದು, ಬೇಗನೆ ಕಿತ್ತು ಹೋಗುವ ಭೀತಿ ವ್ಯಕ್ತವಾಗಿದೆ. (340, 338, 480, 363)
bhajana-story (704, 818, 940, 1068)
qr-caption (648, 38, 808, 84)
divider (702, 1068, 940, 1069)
bhajana-body-col1: ಹೆಬ್ರಿ: ಶ್ರೀ ಶಾರದಾ ವಿದ್ಯಾಸಂಸ್ಥೆಯಲ್ಲಿ ನಡೆದ ಜಿಲ್ಲಾ ಮಟ್ಟದ ಕುಣಿತ ಭಜನಾ ಸ್ಪರ್ಧೆಯಲ್ಲಿ ಹೆಬ್ರಿ ಅಮೃತಭಾರತಿ ವಿದ್ಯಾಲಯದ ವಿದ್ಯಾರ್ಥಿಗಳು ಪ್ರಥಮ ಬಹುಮಾನ ಪಡೆದಿದ್ದಾರೆ. ಪ್ರಥಮ ಬಹುಮಾನ 5,000 ನಗದು, ಫಲಕ, ಪ್ರಶಸ್ತಿ ಪತ್ರ ನೀಡಲಾಯಿತು. ಸ್ಪರ್ಧೆಯಲ್ಲಿ ಹಲವು ತಂಡಗಳು ಭಾಗವಹಿಸಿದ್ದವು. ವಿದ್ಯಾರ್ಥಿಗಳಿಗೆ ಶಿಕ್ಷಕರು ತರಬೇತಿ ನೀಡಿದ್ದರು. ಸಂಸ್ಥೆಯ ಆಡಳಿತ ಮಂಡಳಿ ಅಭಿನಂದನೆ ಸಲ್ಲಿಸಿದೆ. (704, 960, 818, 1028)
kapu-headline: ಮಾ.1ರಿಂದ 3ರವರೆಗೆ ಮಾತೃ ವೈಭವ (192, 449, 485, 477)
lead-kicker: ಕುಂದಾಪುರ-ಬೈಂದೂರು ರಾಷ್ಟ್ರೀಯ ಹೆದ್ದಾರಿಯಲ್ಲಿ ಅವೈಜ್ಞಾನಿಕವಾಗಿ ಹೊಂಡಮುಚ್ಚುವ ಕಾರ್ಯ? (280, 124, 852, 145)
lead-col6: ಕುಂದಾಪುರ ತಾಲೂಕಿನ ಹೆದ್ದಾರಿಯಲ್ಲಿ ಹಲವೆಡೆ ಗುಂಡಿಗಳಿದ್ದು ಸಂಚಾರ ದುಸ್ತರವಾಗಿದೆ. ಈ ಬಗ್ಗೆ ಕೂಡಲೇ ಕ್ರಮ ಕೈಗೊಂಡು ಸುಗಮ ಸಂಚಾರಕ್ಕೆ ಅನುಕೂಲ ಮಾಡಿಕೊಡಬೇಕು ಎಂದು ಸಾರ್ವಜನಿಕರು ಒತ್ತಾಯಿಸಿದ್ದಾರೆ. (786, 340, 938, 365)
section-name: ಸಂಗಮ (94, 50, 183, 91)
epaper-link[interactable]: epaper.hosadigantha.com (240, 104, 339, 114)
twitter-link[interactable]: HosadiganthaWeb (494, 104, 565, 114)
brand-name: ಹೊಸದಿಗಂತ (134, 31, 196, 49)
brand-logo: ● ಹೊಸದಿಗಂತ (116, 31, 196, 49)
lead-headline: ಕುಸಿದ ಸ್ಥಳ ದುರಸ್ತಿ ಮಾಡದೇ ಮರು ಡಾಮರು ಕಾಮಗಾರಿ! (261, 147, 871, 186)
website-label: website (100, 104, 129, 114)
twitter-label: Twitter (467, 104, 493, 114)
section-title: ಸುತ್ತಮುತ್ತ (26, 129, 93, 153)
contact-links: website hosadigantha.com | E-paper epaper.hosadigantha.com | Email diganthamlr@gmail.com | Twitter HosadiganthaWeb (100, 104, 565, 114)
masthead (28, 28, 940, 96)
kambala-col1: ಪಡುಬಿದ್ರಿ: ಅಡ್ವೆ ನಂದಿಕೂರು ಕೋಟಿ-ಚೆನ್ನಯ ಜೋಡುಕರೆ ಕಂಬಳ ಸಮಿತಿಯ ಆಶ್ರಯದಲ್ಲಿ ಅದ್ದೂರಿಯಾಗಿ ನಡೆದ 33ನೇ ವರ್ಷದ ಹೊನಲು ಬೆಳಕಿನ 'ಕೋಟಿ - ಚೆನ್ನಯ' ಜೋಡುಕರೆ ಕಂಬಳದಲ್ಲಿ ಒಟ್ಟು 171 ಜೊತೆ ಕೋಣಗಳು ಭಾಗವಹಿಸಿದ್ದವು. ಕನೆಹಲಗೆ ವಿಭಾಗದಲ್ಲಿ 8 ಜೊತೆ, ಅಡ್ಡಹಲಗೆ ವಿಭಾಗದಲ್ಲಿ 12 ಜೊತೆ, ಹಗ್ಗ ಹಿರಿಯ ವಿಭಾಗದಲ್ಲಿ 22 ಜೊತೆ, ನೇಗಿಲು ಹಿರಿಯ ವಿಭಾಗದಲ್ಲಿ 17 ಜೊತೆ, ಹಗ್ಗ ಕಿರಿಯ ವಿಭಾಗದಲ್ಲಿ 35 ಜೊತೆ, ನೇಗಿಲು ಕಿರಿಯ ವಿಭಾಗದಲ್ಲಿ 77 ಜೊತೆ ಕೋಣಗಳು ಭಾಗವಹಿಸಿದ್ದವು. (192, 1270, 334, 1338)
page-label: ಪುಟಸಂಖ್ಯೆ (28, 101, 92, 117)
kambala-col4: ಪಡೆದರೆ ಪಟ್ಟದ (12.55), ಓಡಿಸಿದವರು ಬೈಂದೂರು ಮಹೇಶ್. ಹಗ್ಗ ಕಿರಿಯ ವಿಭಾಗ: ಪ್ರಥಮ 80 ಬಡಗಬೆಟ್ಟು (11.64), ದ್ವಿತೀಯ (11.70). ನೇಗಿಲು ಕಿರಿಯ: ಪ್ರಥಮ (11.37), ದ್ವಿತೀಯ (13.59). ಓಡಿಸಿದವರು ಕುಮಾರ್ ಸುವರ್ಣ. (786, 1270, 940, 1303)
page-number: 6 (40, 28, 68, 96)
